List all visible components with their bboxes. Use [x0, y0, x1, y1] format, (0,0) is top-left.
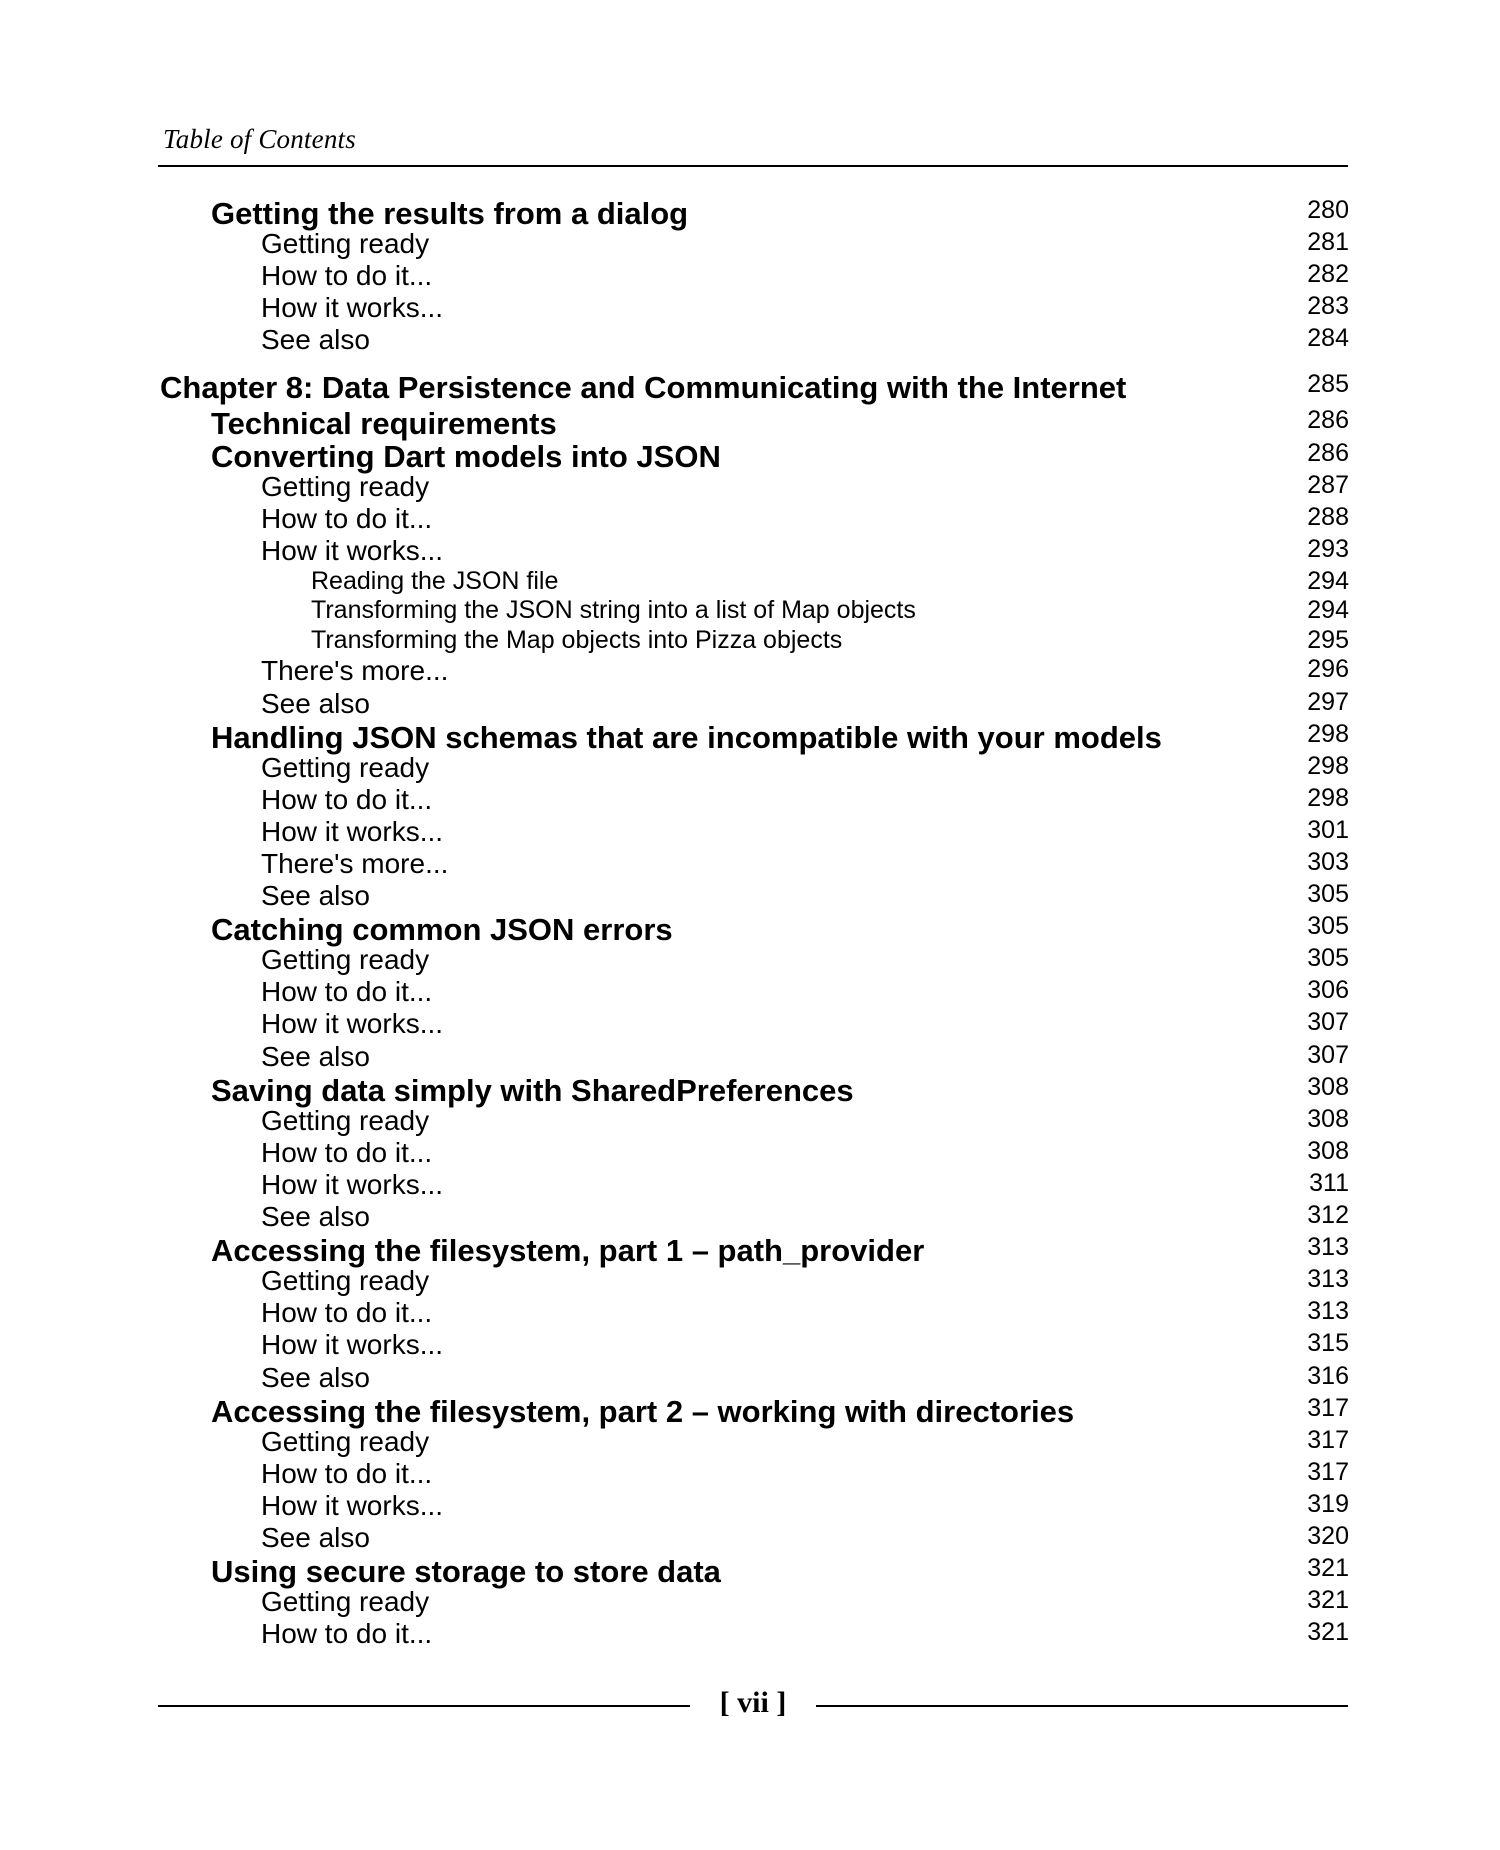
toc-entry-title: Getting ready: [261, 1586, 430, 1618]
toc-entry-title: How it works...: [261, 534, 444, 566]
toc-entry-page-number: 317: [1307, 1457, 1349, 1486]
toc-entry-subsection[interactable]: [0, 1137, 1500, 1169]
toc-entry-title: How it works...: [261, 1489, 444, 1521]
toc-entry-title: Getting ready: [261, 1104, 430, 1136]
toc-entry-subsection[interactable]: [0, 816, 1500, 848]
toc-entry-page-number: 305: [1307, 944, 1349, 973]
toc-entry-page-number: 281: [1307, 228, 1349, 257]
toc-entry-page-number: 286: [1307, 438, 1349, 467]
toc-entry-title: How to do it...: [261, 1457, 433, 1489]
toc-entry-page-number: 283: [1307, 292, 1349, 321]
toc-entry-page-number: 301: [1307, 815, 1349, 844]
table-of-contents: [0, 196, 1500, 1650]
toc-entry-subsection[interactable]: [0, 976, 1500, 1008]
toc-entry-title: How it works...: [261, 815, 444, 847]
toc-entry-subsection[interactable]: [0, 1458, 1500, 1490]
toc-entry-subsection[interactable]: [0, 1618, 1500, 1650]
toc-entry-section[interactable]: [0, 1393, 1500, 1429]
toc-entry-subsection[interactable]: [0, 848, 1500, 880]
toc-entry-page-number: 308: [1307, 1072, 1349, 1101]
toc-entry-subsection[interactable]: [0, 784, 1500, 816]
toc-entry-title: How to do it...: [261, 783, 433, 815]
toc-entry-page-number: 294: [1307, 596, 1349, 625]
toc-entry-subsection[interactable]: [0, 1265, 1500, 1297]
toc-entry-subsection[interactable]: [0, 1041, 1500, 1073]
toc-entry-subsection[interactable]: [0, 655, 1500, 687]
toc-entry-subsection[interactable]: [0, 944, 1500, 976]
toc-entry-page-number: 321: [1307, 1554, 1349, 1583]
toc-entry-subsection[interactable]: [0, 1362, 1500, 1394]
toc-entry-title: How it works...: [261, 1168, 444, 1200]
toc-entry-page-number: 311: [1309, 1168, 1349, 1197]
toc-entry-title: Transforming the Map objects into Pizza objects: [311, 625, 843, 654]
toc-entry-subsection[interactable]: [0, 1490, 1500, 1522]
toc-entry-title: Catching common JSON errors: [211, 912, 673, 948]
toc-entry-title: Getting ready: [261, 944, 430, 976]
toc-entry-subsection[interactable]: [0, 1297, 1500, 1329]
footer-rule-right: [816, 1705, 1348, 1707]
toc-entry-section[interactable]: [0, 912, 1500, 948]
toc-entry-title: See also: [261, 1201, 370, 1233]
toc-entry-page-number: 313: [1307, 1233, 1349, 1262]
toc-entry-page-number: 288: [1307, 502, 1349, 531]
toc-entry-subsection[interactable]: [0, 228, 1500, 260]
toc-entry-subsection[interactable]: [0, 1169, 1500, 1201]
running-header: Table of Contents: [163, 124, 356, 154]
toc-entry-page-number: 312: [1307, 1201, 1349, 1230]
toc-entry-section[interactable]: [0, 406, 1500, 442]
toc-entry-page-number: 319: [1307, 1489, 1349, 1518]
toc-entry-subsection[interactable]: [0, 752, 1500, 784]
toc-entry-page-number: 294: [1307, 566, 1349, 595]
toc-entry-section[interactable]: [0, 1233, 1500, 1269]
toc-entry-title: See also: [261, 880, 370, 912]
toc-entry-section[interactable]: [0, 1554, 1500, 1590]
toc-entry-title: Accessing the filesystem, part 2 – working with directories: [211, 1393, 1075, 1429]
toc-entry-page-number: 313: [1307, 1297, 1349, 1326]
toc-entry-title: Reading the JSON file: [311, 566, 559, 595]
page-number: [ vii ]: [719, 1686, 787, 1719]
toc-entry-page-number: 308: [1307, 1136, 1349, 1165]
toc-entry-subsection[interactable]: [0, 260, 1500, 292]
toc-entry-title: Saving data simply with SharedPreferences: [211, 1072, 854, 1108]
toc-entry-page-number: 308: [1307, 1104, 1349, 1133]
toc-entry-subsection[interactable]: [0, 503, 1500, 535]
toc-entry-page-number: 298: [1307, 719, 1349, 748]
toc-entry-page-number: 317: [1307, 1425, 1349, 1454]
toc-entry-page-number: 298: [1307, 751, 1349, 780]
toc-entry-page-number: 307: [1307, 1008, 1349, 1037]
toc-entry-page-number: 313: [1307, 1265, 1349, 1294]
toc-entry-title: Converting Dart models into JSON: [211, 438, 721, 474]
toc-entry-page-number: 287: [1307, 470, 1349, 499]
toc-entry-title: Getting ready: [261, 228, 430, 260]
toc-entry-page-number: 305: [1307, 912, 1349, 941]
toc-entry-page-number: 321: [1307, 1618, 1349, 1647]
toc-entry-page-number: 297: [1307, 687, 1349, 716]
page-footer: [158, 1686, 1348, 1726]
toc-entry-page-number: 286: [1307, 406, 1349, 435]
toc-entry-page-number: 303: [1307, 848, 1349, 876]
toc-entry-subsection[interactable]: [0, 471, 1500, 503]
toc-entry-title: How it works...: [261, 1329, 444, 1361]
toc-entry-title: There's more...: [261, 655, 449, 687]
toc-entry-subsection[interactable]: [0, 880, 1500, 912]
toc-entry-page-number: 321: [1307, 1586, 1349, 1615]
toc-entry-title: Chapter 8: Data Persistence and Communicating with the Internet: [160, 370, 1127, 406]
toc-entry-title: See also: [261, 1040, 370, 1072]
toc-entry-subsection[interactable]: [0, 292, 1500, 324]
toc-entry-title: Technical requirements: [211, 406, 557, 442]
toc-entry-title: Getting ready: [261, 1265, 430, 1297]
toc-entry-page-number: 295: [1307, 625, 1349, 654]
toc-entry-subsection[interactable]: [0, 1586, 1500, 1618]
toc-entry-title: Getting ready: [261, 751, 430, 783]
header-rule: [158, 165, 1348, 167]
toc-entry-page-number: 298: [1307, 783, 1349, 812]
toc-entry-page-number: 293: [1307, 534, 1349, 563]
toc-entry-title: See also: [261, 1521, 370, 1553]
toc-entry-subsection[interactable]: [0, 324, 1500, 356]
toc-entry-title: How to do it...: [261, 976, 433, 1008]
toc-entry-page-number: 305: [1307, 880, 1349, 909]
toc-entry-subsection[interactable]: [0, 1201, 1500, 1233]
toc-entry-page-number: 306: [1307, 976, 1349, 1005]
toc-entry-subsection[interactable]: [0, 1105, 1500, 1137]
toc-entry-subsection[interactable]: [0, 1008, 1500, 1040]
toc-entry-title: Getting ready: [261, 470, 430, 502]
toc-entry-section[interactable]: [0, 196, 1500, 231]
toc-entry-page-number: 315: [1307, 1329, 1349, 1358]
toc-entry-page-number: 280: [1307, 196, 1349, 224]
toc-entry-title: How to do it...: [261, 1297, 433, 1329]
toc-entry-subsection[interactable]: [0, 1426, 1500, 1458]
toc-entry-title: Using secure storage to store data: [211, 1554, 721, 1590]
toc-entry-page-number: 317: [1307, 1393, 1349, 1422]
toc-entry-title: Handling JSON schemas that are incompatible with your models: [211, 719, 1162, 755]
toc-entry-subsection[interactable]: [0, 688, 1500, 720]
toc-entry-subsubsection[interactable]: [0, 626, 1500, 656]
toc-entry-subsubsection[interactable]: [0, 567, 1500, 597]
toc-entry-title: Getting the results from a dialog: [211, 196, 689, 231]
toc-entry-page-number: 296: [1307, 655, 1349, 684]
toc-entry-page-number: 316: [1307, 1361, 1349, 1390]
toc-entry-title: There's more...: [261, 848, 449, 879]
toc-entry-page-number: 307: [1307, 1040, 1349, 1069]
toc-entry-title: See also: [261, 324, 370, 356]
toc-entry-section[interactable]: [0, 719, 1500, 755]
toc-entry-subsection[interactable]: [0, 1522, 1500, 1554]
toc-entry-title: How to do it...: [261, 260, 433, 292]
toc-entry-title: How it works...: [261, 292, 444, 324]
toc-entry-page-number: 284: [1307, 324, 1349, 353]
toc-entry-chapter[interactable]: [0, 370, 1500, 406]
toc-entry-page-number: 285: [1307, 370, 1349, 399]
toc-entry-subsection[interactable]: [0, 535, 1500, 567]
toc-entry-title: Getting ready: [261, 1425, 430, 1457]
toc-entry-title: How to do it...: [261, 502, 433, 534]
toc-entry-section[interactable]: [0, 1072, 1500, 1108]
toc-entry-title: How to do it...: [261, 1618, 433, 1650]
toc-entry-page-number: 282: [1307, 260, 1349, 289]
toc-entry-title: Transforming the JSON string into a list of Map objects: [311, 596, 916, 625]
toc-entry-title: Accessing the filesystem, part 1 – path_provider: [211, 1233, 925, 1269]
toc-entry-subsection[interactable]: [0, 1329, 1500, 1361]
toc-entry-title: How it works...: [261, 1008, 444, 1040]
toc-entry-title: See also: [261, 1361, 370, 1393]
toc-entry-title: How to do it...: [261, 1136, 433, 1168]
toc-entry-title: See also: [261, 687, 370, 719]
toc-entry-section[interactable]: [0, 438, 1500, 474]
toc-entry-subsubsection[interactable]: [0, 596, 1500, 626]
toc-entry-page-number: 320: [1307, 1521, 1349, 1550]
